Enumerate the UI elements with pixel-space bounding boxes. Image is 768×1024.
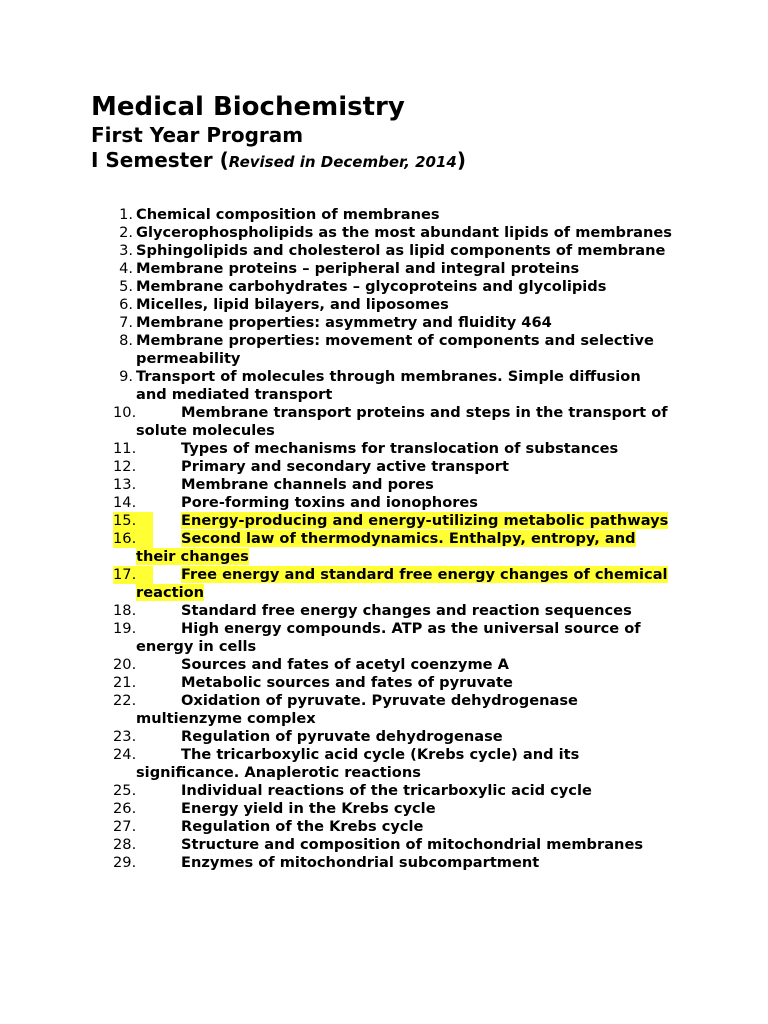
list-item — [0, 800, 676, 818]
semester-line — [91, 147, 466, 175]
list-item-number: 5. — [119, 278, 133, 295]
list-item-number: 19. — [113, 620, 137, 637]
list-item-text: Chemical composition of membranes — [136, 206, 440, 223]
list-item-text: Energy-producing and energy-utilizing metabolic pathways — [181, 512, 669, 529]
list-item-number: 25. — [113, 782, 137, 799]
page-subtitle: First Year Program — [91, 123, 304, 147]
list-item-text: Metabolic sources and fates of pyruvate — [181, 674, 513, 691]
list-item-text: Membrane channels and pores — [181, 476, 434, 493]
list-item-text: Individual reactions of the tricarboxylic acid cycle — [181, 782, 592, 799]
list-item — [0, 440, 676, 458]
list-item — [0, 296, 676, 314]
list-item — [0, 242, 676, 260]
list-item — [0, 278, 676, 296]
list-item-text: Pore-forming toxins and ionophores — [181, 494, 478, 511]
list-item-number: 21. — [113, 674, 137, 691]
list-item-number: 2. — [119, 224, 133, 241]
list-item-text: Primary and secondary active transport — [181, 458, 509, 475]
list-item-text: Free energy and standard free energy changes of chemical reaction — [136, 566, 668, 601]
list-item-number: 4. — [119, 260, 133, 277]
list-item — [0, 746, 676, 782]
list-item — [0, 260, 676, 278]
topic-list — [0, 206, 768, 872]
list-item-text: Transport of molecules through membranes. Simple diffusion and mediated transport — [136, 368, 641, 403]
list-item-number: 16. — [113, 530, 153, 548]
list-item-number: 29. — [113, 854, 137, 871]
list-item — [0, 818, 676, 836]
list-item-number: 3. — [119, 242, 133, 259]
list-item-number: 11. — [113, 440, 137, 457]
list-item — [0, 728, 676, 746]
list-item — [0, 656, 676, 674]
list-item-text: Types of mechanisms for translocation of substances — [181, 440, 619, 457]
list-item-text: Glycerophospholipids as the most abundant lipids of membranes — [136, 224, 672, 241]
list-item — [0, 674, 676, 692]
list-item-number: 18. — [113, 602, 137, 619]
list-item-number: 1. — [119, 206, 133, 223]
list-item-number: 22. — [113, 692, 137, 709]
list-item-text: Structure and composition of mitochondrial membranes — [181, 836, 644, 853]
list-item — [0, 404, 676, 440]
list-item — [0, 314, 676, 332]
list-item-text: Energy yield in the Krebs cycle — [181, 800, 436, 817]
list-item-number: 8. — [119, 332, 133, 349]
list-item-number: 28. — [113, 836, 137, 853]
revised-note: Revised in December, 2014 — [228, 153, 457, 171]
list-item — [0, 602, 676, 620]
list-item-number: 23. — [113, 728, 137, 745]
list-item-number: 24. — [113, 746, 137, 763]
list-item-number: 26. — [113, 800, 137, 817]
list-item-text: Sphingolipids and cholesterol as lipid components of membrane — [136, 242, 666, 259]
list-item — [0, 458, 676, 476]
list-item-text: Membrane proteins – peripheral and integral proteins — [136, 260, 580, 277]
list-item-text: Membrane carbohydrates – glycoproteins and glycolipids — [136, 278, 607, 295]
list-item-number: 10. — [113, 404, 137, 421]
list-item-text: The tricarboxylic acid cycle (Krebs cycle) and its significance. Anaplerotic reactions — [136, 746, 580, 781]
list-item-number: 20. — [113, 656, 137, 673]
list-item — [0, 566, 676, 602]
list-item — [0, 620, 676, 656]
list-item-text: High energy compounds. ATP as the universal source of energy in cells — [136, 620, 641, 655]
list-item-number: 17. — [113, 566, 153, 584]
list-item-number: 6. — [119, 296, 133, 313]
list-item — [0, 530, 676, 566]
list-item — [0, 854, 676, 872]
list-item — [0, 206, 676, 224]
list-item — [0, 782, 676, 800]
list-item — [0, 494, 676, 512]
list-item-number: 14. — [113, 494, 137, 511]
list-item-text: Sources and fates of acetyl coenzyme A — [181, 656, 509, 673]
list-item — [0, 476, 676, 494]
list-item-text: Membrane properties: movement of components and selective permeability — [136, 332, 654, 367]
list-item-number: 12. — [113, 458, 137, 475]
list-item-text: Oxidation of pyruvate. Pyruvate dehydrogenase multienzyme complex — [136, 692, 578, 727]
list-item-text: Micelles, lipid bilayers, and liposomes — [136, 296, 449, 313]
page-title: Medical Biochemistry — [91, 92, 405, 122]
list-item-text: Second law of thermodynamics. Enthalpy, entropy, and their changes — [136, 530, 636, 565]
semester-close-paren: ) — [456, 148, 467, 172]
list-item-number: 13. — [113, 476, 137, 493]
list-item — [0, 512, 676, 530]
list-item — [0, 224, 676, 242]
list-item-text: Regulation of pyruvate dehydrogenase — [181, 728, 503, 745]
list-item-number: 27. — [113, 818, 137, 835]
list-item-number: 15. — [113, 512, 153, 530]
list-item — [0, 368, 676, 404]
list-item-text: Regulation of the Krebs cycle — [181, 818, 424, 835]
semester-label: I Semester ( — [91, 148, 229, 172]
list-item-text: Membrane properties: asymmetry and fluidity 464 — [136, 314, 552, 331]
list-item — [0, 332, 676, 368]
list-item-text: Standard free energy changes and reaction sequences — [181, 602, 632, 619]
list-item — [0, 836, 676, 854]
list-item-text: Enzymes of mitochondrial subcompartment — [181, 854, 540, 871]
list-item-number: 7. — [119, 314, 133, 331]
list-item-number: 9. — [119, 368, 133, 385]
list-item-text: Membrane transport proteins and steps in the transport of solute molecules — [136, 404, 668, 439]
list-item — [0, 692, 676, 728]
